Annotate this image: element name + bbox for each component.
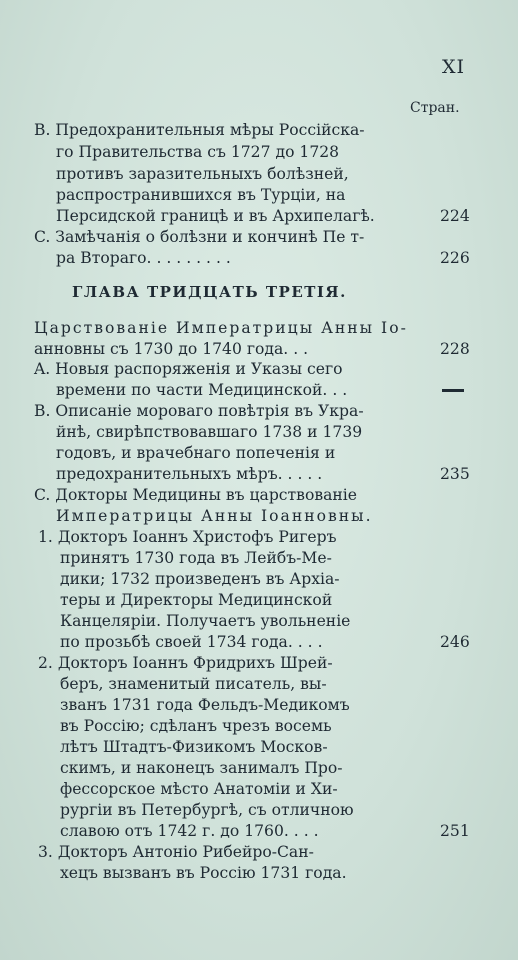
toc-line: славою отъ 1742 г. до 1760. . . . <box>60 822 319 840</box>
page-column-label: Стран. <box>410 100 460 116</box>
toc-line: ра Втораго. . . . . . . . . <box>56 249 231 267</box>
toc-page-number: 235 <box>440 465 470 483</box>
toc-line: 3. Докторъ Антоніо Рибейро-Сан- <box>38 843 314 861</box>
toc-line: фессорское мѣсто Анатоміи и Хи- <box>60 780 338 798</box>
toc-line: A. Новыя распоряженія и Указы сего <box>34 360 343 378</box>
toc-line: C. Докторы Медицины въ царствованіе <box>34 486 358 504</box>
toc-page-number: 226 <box>440 249 470 267</box>
toc-line: противъ заразительныхъ болѣзней, <box>56 165 349 183</box>
toc-line: B. Описаніе моровaго повѣтрія въ Укра- <box>34 402 364 420</box>
toc-line: дики; 1732 произведенъ въ Архіа- <box>60 570 340 588</box>
toc-line: предохранительныхъ мѣръ. . . . . <box>56 465 323 483</box>
toc-line: C. Замѣчанія о болѣзни и кончинѣ Пе т- <box>34 228 365 246</box>
toc-line: рургіи въ Петербургѣ, съ отличною <box>60 801 354 819</box>
toc-line: B. Предохранительныя мѣры Россійска- <box>34 121 365 139</box>
toc-line: беръ, знаменитый писатель, вы- <box>60 675 327 693</box>
toc-line: 1. Докторъ Іоаннъ Христофъ Ригеръ <box>38 528 337 546</box>
toc-line: Императрицы Анны Іоанновны. <box>56 507 373 525</box>
chapter-heading: ГЛАВА ТРИДЦАТЬ ТРЕТІЯ. <box>72 283 347 301</box>
toc-line: Царствованіе Императрицы Анны Іо- <box>34 319 408 337</box>
toc-page-number: 228 <box>440 340 470 358</box>
toc-page-number: 224 <box>440 207 470 225</box>
toc-line: въ Россію; сдѣланъ чрезъ восемь <box>60 717 332 735</box>
toc-page-number: 251 <box>440 822 470 840</box>
toc-line: по прозьбѣ своей 1734 года. . . . <box>60 633 323 651</box>
toc-line: Канцеляріи. Получаетъ увольненіе <box>60 612 351 630</box>
toc-line: 2. Докторъ Іоаннъ Фридрихъ Шрей- <box>38 654 333 672</box>
page-number: XI <box>442 56 466 78</box>
toc-line: анновны съ 1730 до 1740 года. . . <box>34 340 309 358</box>
toc-line: йнѣ, свирѣпствовавшаго 1738 и 1739 <box>56 423 363 441</box>
toc-line: теры и Директоры Медицинской <box>60 591 333 609</box>
toc-line: распространившихся въ Турціи, на <box>56 186 346 204</box>
toc-page-dash <box>442 389 464 392</box>
toc-line: годовъ, и врачебнаго попеченія и <box>56 444 336 462</box>
toc-line: званъ 1731 года Фельдъ-Медикомъ <box>60 696 350 714</box>
toc-line: хецъ вызванъ въ Россію 1731 года. <box>60 864 347 882</box>
toc-line: Персидской границѣ и въ Архипелагѣ. <box>56 207 375 225</box>
toc-page-number: 246 <box>440 633 470 651</box>
toc-line: принятъ 1730 года въ Лейбъ-Ме- <box>60 549 332 567</box>
toc-line: лѣтъ Штадтъ-Физикомъ Москов- <box>60 738 328 756</box>
toc-line: времени по части Медицинской. . . <box>56 381 348 399</box>
toc-line: го Правительства съ 1727 до 1728 <box>56 143 340 161</box>
toc-line: скимъ, и наконецъ занималъ Про- <box>60 759 343 777</box>
